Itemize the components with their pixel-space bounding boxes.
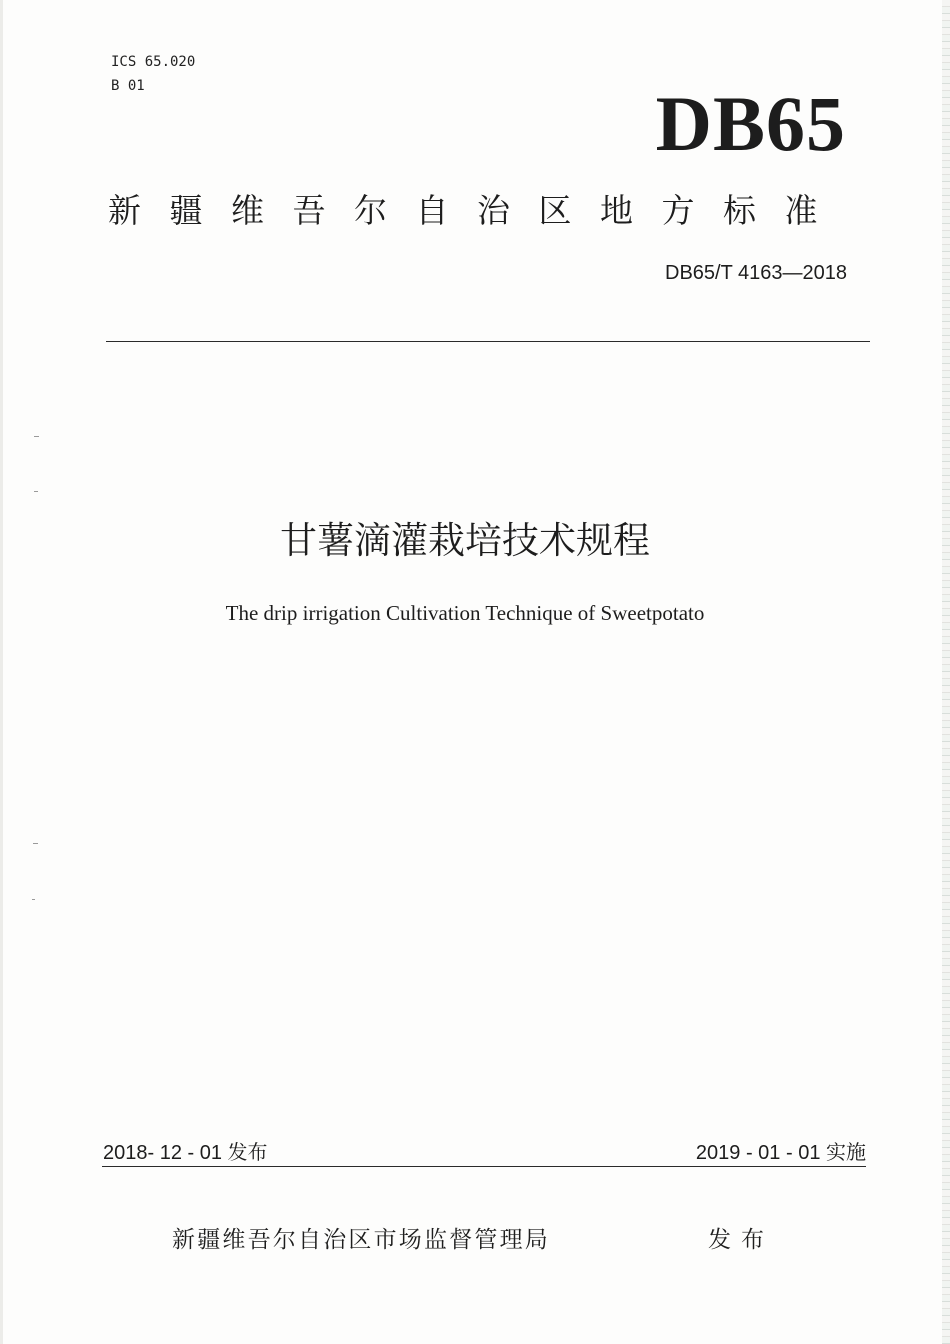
publish-label: 发布: [708, 1227, 774, 1253]
standard-number: DB65/T 4163—2018: [665, 262, 847, 284]
document-title-chinese: 甘薯滴灌栽培技术规程: [280, 519, 650, 562]
classification-codes: [111, 50, 195, 98]
scan-speck: [34, 436, 39, 437]
scan-speck: [33, 843, 38, 844]
publisher-name: 新疆维吾尔自治区市场监督管理局: [172, 1227, 550, 1253]
ccs-code: B 01: [111, 78, 145, 94]
scan-left-edge: [0, 0, 3, 1344]
scan-speck: [34, 491, 38, 492]
implementation-date: 2019 - 01 - 01 实施: [695, 1142, 866, 1164]
top-divider: [106, 341, 870, 342]
ics-code: ICS 65.020: [111, 54, 196, 70]
standard-code: DB65: [655, 80, 846, 167]
scan-speck: [32, 899, 35, 900]
standard-type-heading: 新疆维吾尔自治区地方标准: [108, 191, 846, 230]
document-title-english: The drip irrigation Cultivation Technique of Sweetpotato: [225, 601, 705, 625]
bottom-divider: [102, 1166, 866, 1167]
scan-right-edge: [942, 0, 950, 1344]
issue-date: 2018- 12 - 01 发布: [103, 1142, 268, 1164]
